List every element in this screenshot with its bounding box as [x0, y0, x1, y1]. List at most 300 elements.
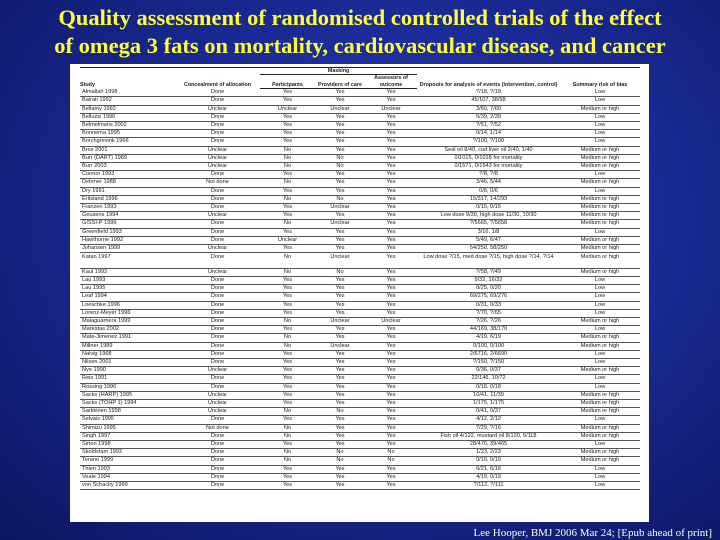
cell-study: Terano 1999	[80, 457, 175, 465]
cell-risk: Medium or high	[560, 449, 640, 457]
table-row	[80, 482, 640, 490]
cell-study: Eritsland 1996	[80, 195, 175, 203]
cell-study: Reis 1991	[80, 375, 175, 383]
cell-study: Bellamy 1992	[80, 105, 175, 113]
cell-risk: Medium or high	[560, 179, 640, 187]
cell-study: Bairati 1992	[80, 97, 175, 105]
header-dropouts: Dropouts for analysis of events (intervention, control)	[417, 68, 560, 89]
cell-participants: Yes	[260, 473, 315, 481]
cell-dropouts: ?/29, ?/16	[417, 424, 560, 432]
cell-study: Burr 2003	[80, 163, 175, 171]
cell-assessors: Yes	[365, 416, 417, 424]
cell-participants: No	[260, 195, 315, 203]
quality-assessment-table	[80, 67, 640, 490]
cell-providers: Unclear	[315, 105, 365, 113]
table-row	[80, 146, 640, 154]
cell-providers: Yes	[315, 285, 365, 293]
cell-study: Mate-Jimenez 1991	[80, 334, 175, 342]
cell-study: Marestas 2002	[80, 326, 175, 334]
cell-dropouts: Low dose ?/15, med dose ?/15, high dose ?/14, ?/14	[417, 253, 560, 269]
slide-title-line-1: Quality assessment of randomised controlled trials of the effect	[58, 5, 662, 30]
cell-concealment: Done	[175, 318, 260, 326]
cell-study: Brox 2001	[80, 146, 175, 154]
cell-study: Belluzzi 1996	[80, 113, 175, 121]
cell-study: Johansen 1999	[80, 245, 175, 253]
cell-dropouts: 4/12, 2/12	[417, 416, 560, 424]
cell-concealment: Done	[175, 449, 260, 457]
cell-risk: Low	[560, 326, 640, 334]
cell-assessors: Yes	[365, 179, 417, 187]
cell-participants: No	[260, 146, 315, 154]
cell-participants: Yes	[260, 482, 315, 490]
cell-dropouts: 0/15, 0/15	[417, 204, 560, 212]
cell-assessors: Yes	[365, 441, 417, 449]
cell-risk: Low	[560, 482, 640, 490]
cell-risk: Medium or high	[560, 245, 640, 253]
cell-study: Belmelmans 2002	[80, 122, 175, 130]
cell-assessors: No	[365, 457, 417, 465]
cell-concealment: Unclear	[175, 105, 260, 113]
table-row	[80, 228, 640, 236]
cell-dropouts: 0/25, 0/20	[417, 285, 560, 293]
cell-study: Lau 1995	[80, 285, 175, 293]
cell-study: Burr (DART) 1989	[80, 154, 175, 162]
cell-risk: Medium or high	[560, 342, 640, 350]
cell-risk: Medium or high	[560, 432, 640, 440]
cell-providers: Yes	[315, 113, 365, 121]
cell-participants: Yes	[260, 309, 315, 317]
cell-providers: Yes	[315, 171, 365, 179]
cell-assessors: Yes	[365, 195, 417, 203]
cell-providers: Yes	[315, 359, 365, 367]
cell-study: GISSI-P 1999	[80, 220, 175, 228]
cell-assessors: Yes	[365, 293, 417, 301]
cell-study: Thien 1993	[80, 465, 175, 473]
cell-dropouts: 3/16, 1/8	[417, 228, 560, 236]
table-row	[80, 350, 640, 358]
cell-study: Franzen 1993	[80, 204, 175, 212]
cell-participants: No	[260, 163, 315, 171]
cell-dropouts: ?/5665, ?/5658	[417, 220, 560, 228]
cell-providers: Unclear	[315, 318, 365, 326]
cell-study: Shimizu 1995	[80, 424, 175, 432]
cell-participants: Yes	[260, 301, 315, 309]
cell-study: von Schacky 1999	[80, 482, 175, 490]
cell-concealment: Done	[175, 220, 260, 228]
cell-risk: Low	[560, 416, 640, 424]
cell-concealment: Done	[175, 113, 260, 121]
cell-providers: Yes	[315, 400, 365, 408]
table-row	[80, 375, 640, 383]
cell-providers: Yes	[315, 187, 365, 195]
cell-study: Bonnema 1995	[80, 130, 175, 138]
table-row	[80, 97, 640, 105]
cell-concealment: Done	[175, 89, 260, 97]
cell-providers: Yes	[315, 97, 365, 105]
cell-dropouts: 69/275, 69/276	[417, 293, 560, 301]
cell-assessors: Yes	[365, 400, 417, 408]
cell-concealment: Done	[175, 457, 260, 465]
cell-providers: No	[315, 154, 365, 162]
cell-participants: Yes	[260, 130, 315, 138]
cell-concealment: Unclear	[175, 367, 260, 375]
cell-providers: Yes	[315, 424, 365, 432]
cell-concealment: Done	[175, 342, 260, 350]
cell-participants: No	[260, 457, 315, 465]
header-risk: Summary risk of bias	[560, 68, 640, 89]
cell-risk: Medium or high	[560, 391, 640, 399]
cell-participants: Yes	[260, 441, 315, 449]
cell-dropouts: 28/470, 39/465	[417, 441, 560, 449]
cell-assessors: Yes	[365, 245, 417, 253]
cell-participants: No	[260, 154, 315, 162]
table-row	[80, 318, 640, 326]
cell-study: Sacks (TOHP 1) 1994	[80, 400, 175, 408]
cell-study: Millner 1989	[80, 342, 175, 350]
table-row	[80, 342, 640, 350]
cell-concealment: Unclear	[175, 212, 260, 220]
cell-risk: Medium or high	[560, 163, 640, 171]
header-study: Study	[80, 68, 175, 89]
cell-providers: Yes	[315, 122, 365, 130]
cell-participants: No	[260, 408, 315, 416]
table-row	[80, 383, 640, 391]
cell-providers: No	[315, 268, 365, 276]
cell-assessors: Yes	[365, 130, 417, 138]
cell-participants: Yes	[260, 383, 315, 391]
cell-participants: Yes	[260, 416, 315, 424]
cell-risk: Low	[560, 130, 640, 138]
cell-providers: Yes	[315, 179, 365, 187]
cell-providers: Yes	[315, 326, 365, 334]
cell-risk: Low	[560, 301, 640, 309]
cell-risk: Medium or high	[560, 318, 640, 326]
header-providers: Providers of care	[315, 75, 365, 89]
cell-dropouts: 5/39, 2/39	[417, 113, 560, 121]
cell-study: Rossing 1996	[80, 383, 175, 391]
cell-providers: Yes	[315, 375, 365, 383]
cell-dropouts: 3/60, 7/60	[417, 105, 560, 113]
cell-study: Kaul 1992	[80, 268, 175, 276]
cell-providers: Yes	[315, 416, 365, 424]
table-row	[80, 473, 640, 481]
cell-risk: Medium or high	[560, 236, 640, 244]
cell-risk: Low	[560, 138, 640, 146]
table-row	[80, 122, 640, 130]
table-row	[80, 441, 640, 449]
cell-risk: Low	[560, 228, 640, 236]
cell-concealment: Unclear	[175, 163, 260, 171]
cell-assessors: Yes	[365, 383, 417, 391]
cell-dropouts: 45/107, 38/98	[417, 97, 560, 105]
cell-dropouts: 0/36, 0/37	[417, 367, 560, 375]
cell-providers: Yes	[315, 301, 365, 309]
cell-dropouts: ?/70, ?/65	[417, 309, 560, 317]
cell-concealment: Done	[175, 97, 260, 105]
cell-providers: Yes	[315, 236, 365, 244]
header-concealment: Concealment of allocation	[175, 68, 260, 89]
cell-participants: Yes	[260, 359, 315, 367]
cell-assessors: Yes	[365, 236, 417, 244]
cell-study: Katan 1997	[80, 253, 175, 269]
header-masking: Masking	[260, 68, 417, 75]
table-row	[80, 432, 640, 440]
cell-dropouts: 10/41, 11/39	[417, 391, 560, 399]
cell-participants: Yes	[260, 276, 315, 284]
cell-study: Skoldstam 1992	[80, 449, 175, 457]
cell-concealment: Done	[175, 482, 260, 490]
cell-assessors: Yes	[365, 276, 417, 284]
cell-dropouts: 4/19, 0/19	[417, 473, 560, 481]
cell-concealment: Done	[175, 204, 260, 212]
header-participants: Participants	[260, 75, 315, 89]
cell-assessors: Yes	[365, 473, 417, 481]
cell-study: Geusens 1994	[80, 212, 175, 220]
cell-risk: Low	[560, 309, 640, 317]
cell-concealment: Done	[175, 171, 260, 179]
cell-assessors: Unclear	[365, 105, 417, 113]
cell-participants: No	[260, 334, 315, 342]
cell-assessors: Yes	[365, 391, 417, 399]
cell-participants: Yes	[260, 245, 315, 253]
table-row	[80, 359, 640, 367]
cell-study: Loeschke 1996	[80, 301, 175, 309]
cell-assessors: Yes	[365, 359, 417, 367]
cell-dropouts: 0/31, 0/33	[417, 301, 560, 309]
cell-dropouts: 15/317, 14/293	[417, 195, 560, 203]
table-row	[80, 416, 640, 424]
cell-assessors: Yes	[365, 334, 417, 342]
table-row	[80, 465, 640, 473]
cell-providers: Yes	[315, 432, 365, 440]
cell-assessors: Yes	[365, 138, 417, 146]
cell-risk: Medium or high	[560, 195, 640, 203]
table-row	[80, 163, 640, 171]
cell-providers: Yes	[315, 309, 365, 317]
table-row	[80, 138, 640, 146]
cell-providers: Yes	[315, 245, 365, 253]
cell-risk: Medium or high	[560, 268, 640, 276]
cell-study: Dry 1991	[80, 187, 175, 195]
cell-participants: Yes	[260, 391, 315, 399]
cell-participants: Yes	[260, 187, 315, 195]
cell-risk: Medium or high	[560, 220, 640, 228]
cell-risk: Low	[560, 350, 640, 358]
cell-dropouts: ?/100, ?/100	[417, 138, 560, 146]
citation-footer: Lee Hooper, BMJ 2006 Mar 24; [Epub ahead of print]	[473, 527, 712, 539]
table-row	[80, 195, 640, 203]
cell-assessors: Yes	[365, 342, 417, 350]
table-row	[80, 400, 640, 408]
cell-participants: Yes	[260, 293, 315, 301]
cell-concealment: Done	[175, 383, 260, 391]
cell-risk: Low	[560, 113, 640, 121]
cell-providers: Yes	[315, 89, 365, 97]
cell-participants: Yes	[260, 465, 315, 473]
table-row	[80, 309, 640, 317]
cell-risk: Low	[560, 293, 640, 301]
cell-dropouts: ?/112, ?/111	[417, 482, 560, 490]
cell-providers: Yes	[315, 391, 365, 399]
cell-providers: No	[315, 457, 365, 465]
table-row	[80, 334, 640, 342]
cell-study: Almallah 1998	[80, 89, 175, 97]
cell-providers: Yes	[315, 441, 365, 449]
cell-dropouts: 0/18, 0/18	[417, 383, 560, 391]
table-row	[80, 212, 640, 220]
slide-title	[0, 4, 720, 60]
cell-concealment: Unclear	[175, 268, 260, 276]
cell-assessors: Yes	[365, 301, 417, 309]
cell-dropouts: 6/21, 6/16	[417, 465, 560, 473]
cell-providers: Yes	[315, 276, 365, 284]
cell-assessors: Yes	[365, 285, 417, 293]
cell-assessors: Yes	[365, 350, 417, 358]
cell-concealment: Done	[175, 195, 260, 203]
cell-assessors: Yes	[365, 424, 417, 432]
cell-providers: Yes	[315, 228, 365, 236]
cell-concealment: Done	[175, 334, 260, 342]
cell-participants: Yes	[260, 228, 315, 236]
cell-dropouts: 0/14, 1/14	[417, 130, 560, 138]
cell-participants: No	[260, 342, 315, 350]
cell-providers: Yes	[315, 334, 365, 342]
cell-concealment: Done	[175, 293, 260, 301]
table-row	[80, 268, 640, 276]
cell-assessors: Yes	[365, 268, 417, 276]
cell-study: Sirtori 1998	[80, 441, 175, 449]
cell-providers: Unclear	[315, 253, 365, 269]
cell-assessors: Unclear	[365, 318, 417, 326]
cell-assessors: Yes	[365, 375, 417, 383]
cell-risk: Low	[560, 465, 640, 473]
cell-assessors: Yes	[365, 309, 417, 317]
cell-participants: No	[260, 432, 315, 440]
cell-risk: Low	[560, 383, 640, 391]
table-row	[80, 130, 640, 138]
cell-concealment: Done	[175, 228, 260, 236]
table-row	[80, 276, 640, 284]
cell-risk: Medium or high	[560, 408, 640, 416]
cell-assessors: Yes	[365, 253, 417, 269]
cell-study: Nalvig 1968	[80, 350, 175, 358]
table-row	[80, 187, 640, 195]
table-row	[80, 154, 640, 162]
cell-participants: Unclear	[260, 236, 315, 244]
table-row	[80, 285, 640, 293]
cell-study: Hawthorne 1992	[80, 236, 175, 244]
cell-providers: Yes	[315, 293, 365, 301]
cell-dropouts: 0/100, 0/100	[417, 342, 560, 350]
cell-dropouts: 22/146, 10/72	[417, 375, 560, 383]
cell-assessors: Yes	[365, 408, 417, 416]
cell-concealment: Done	[175, 236, 260, 244]
cell-dropouts: ?/58, ?/49	[417, 268, 560, 276]
cell-participants: No	[260, 449, 315, 457]
cell-concealment: Done	[175, 285, 260, 293]
cell-dropouts: 0/41, 0/37	[417, 408, 560, 416]
cell-study: Singh 1997	[80, 432, 175, 440]
cell-providers: No	[315, 195, 365, 203]
cell-dropouts: 4/19, 6/19	[417, 334, 560, 342]
cell-participants: Unclear	[260, 105, 315, 113]
cell-risk: Low	[560, 359, 640, 367]
cell-dropouts: 0/10, 0/10	[417, 457, 560, 465]
cell-dropouts: ?/18, ?/18	[417, 89, 560, 97]
cell-participants: Yes	[260, 212, 315, 220]
cell-participants: Yes	[260, 400, 315, 408]
cell-participants: Yes	[260, 171, 315, 179]
cell-assessors: Yes	[365, 97, 417, 105]
cell-dropouts: ?/150, ?/150	[417, 359, 560, 367]
cell-risk: Medium or high	[560, 212, 640, 220]
cell-participants: Yes	[260, 367, 315, 375]
cell-study: Veale 1994	[80, 473, 175, 481]
cell-concealment: Done	[175, 465, 260, 473]
cell-participants: Yes	[260, 89, 315, 97]
cell-risk: Medium or high	[560, 105, 640, 113]
cell-participants: Yes	[260, 285, 315, 293]
cell-risk: Medium or high	[560, 253, 640, 269]
cell-participants: No	[260, 253, 315, 269]
cell-participants: Yes	[260, 204, 315, 212]
cell-risk: Low	[560, 97, 640, 105]
cell-concealment: Done	[175, 432, 260, 440]
cell-concealment: Done	[175, 276, 260, 284]
table-row	[80, 171, 640, 179]
cell-concealment: Unclear	[175, 245, 260, 253]
cell-dropouts: 44/169, 38/170	[417, 326, 560, 334]
cell-assessors: Yes	[365, 89, 417, 97]
cell-assessors: Yes	[365, 326, 417, 334]
cell-providers: Yes	[315, 146, 365, 154]
cell-risk: Medium or high	[560, 367, 640, 375]
cell-concealment: Done	[175, 138, 260, 146]
cell-study: Dehmer 1988	[80, 179, 175, 187]
cell-providers: Yes	[315, 212, 365, 220]
cell-assessors: Yes	[365, 187, 417, 195]
cell-concealment: Done	[175, 350, 260, 358]
cell-assessors: Yes	[365, 220, 417, 228]
table-row	[80, 236, 640, 244]
cell-providers: Unclear	[315, 342, 365, 350]
cell-study: Sacks (HARP) 1995	[80, 391, 175, 399]
table-panel	[70, 64, 649, 522]
cell-risk: Low	[560, 285, 640, 293]
cell-assessors: No	[365, 449, 417, 457]
cell-participants: Yes	[260, 375, 315, 383]
cell-participants: No	[260, 220, 315, 228]
cell-concealment: Not done	[175, 424, 260, 432]
cell-participants: Yes	[260, 350, 315, 358]
cell-concealment: Done	[175, 473, 260, 481]
cell-study: Nye 1990	[80, 367, 175, 375]
cell-providers: Yes	[315, 367, 365, 375]
cell-assessors: Yes	[365, 122, 417, 130]
cell-risk: Medium or high	[560, 204, 640, 212]
table-row	[80, 245, 640, 253]
cell-providers: Yes	[315, 350, 365, 358]
cell-dropouts: ?/26, ?/26	[417, 318, 560, 326]
table-row	[80, 293, 640, 301]
cell-dropouts: Seal oil 8/40, cod liver oil 2/40, 1/40	[417, 146, 560, 154]
cell-assessors: Yes	[365, 204, 417, 212]
cell-providers: Yes	[315, 473, 365, 481]
slide-title-line-2: of omega 3 fats on mortality, cardiovascular disease, and cancer	[54, 33, 666, 58]
cell-risk: Low	[560, 89, 640, 97]
cell-concealment: Done	[175, 301, 260, 309]
cell-study: Selvais 1995	[80, 416, 175, 424]
